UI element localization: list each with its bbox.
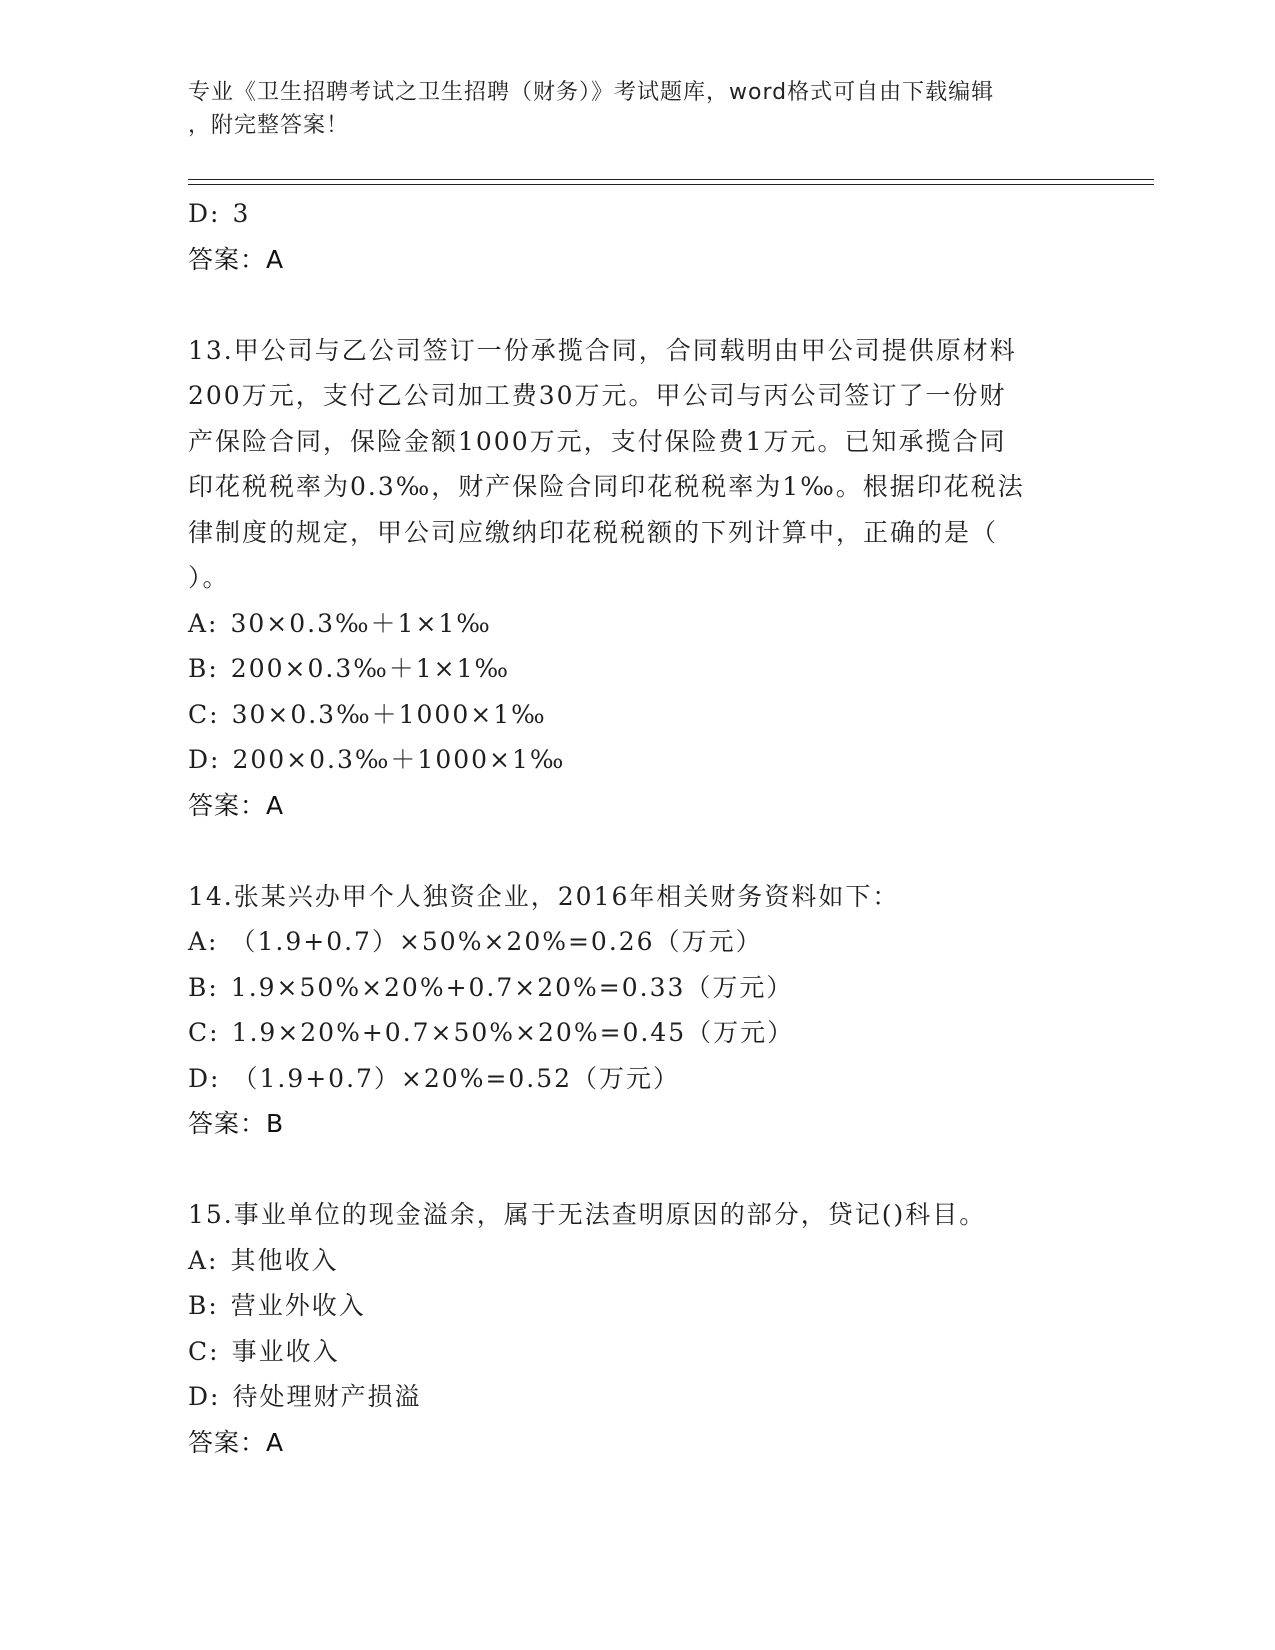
option-label: A: bbox=[188, 1245, 219, 1275]
question-stem-line: 13.甲公司与乙公司签订一份承揽合同，合同载明由甲公司提供原材料 bbox=[188, 335, 1017, 365]
option-a bbox=[188, 919, 1088, 965]
option-text: （1.9+0.7）×20%=0.52（万元） bbox=[232, 1063, 681, 1093]
option-b bbox=[188, 1283, 1088, 1329]
header-line-1: 专业《卫生招聘考试之卫生招聘（财务）》考试题库，word格式可自由下载编辑 bbox=[188, 80, 995, 105]
option-text: 营业外收入 bbox=[230, 1291, 366, 1320]
option-label: D: bbox=[188, 1063, 221, 1093]
option-label: B: bbox=[188, 654, 219, 683]
option-text: 200×0.3‰＋1000×1‰ bbox=[232, 745, 566, 774]
question-15 bbox=[188, 1192, 1088, 1465]
option-d bbox=[188, 1056, 1088, 1102]
header-line-2: ，附完整答案！ bbox=[188, 113, 350, 138]
prev-option-d bbox=[188, 191, 1088, 237]
question-14 bbox=[188, 874, 1088, 1147]
answer: 答案：B bbox=[188, 1109, 285, 1138]
header-rule-top bbox=[188, 179, 1154, 180]
option-label: A: bbox=[188, 608, 219, 638]
option-text: 待处理财产损溢 bbox=[232, 1382, 422, 1411]
option-text: 30×0.3‰＋1000×1‰ bbox=[231, 699, 547, 729]
question-13 bbox=[188, 328, 1088, 829]
option-d bbox=[188, 1374, 1088, 1420]
option-label: B: bbox=[188, 972, 219, 1002]
option-label: A: bbox=[188, 927, 219, 956]
question-content bbox=[188, 191, 1088, 1465]
option-label: C: bbox=[188, 699, 220, 729]
question-stem-line: ）。 bbox=[188, 563, 230, 592]
question-stem-line: 200万元，支付乙公司加工费30万元。甲公司与丙公司签订了一份财 bbox=[188, 381, 1007, 410]
option-text: 200×0.3‰＋1×1‰ bbox=[230, 654, 511, 683]
option-c bbox=[188, 1010, 1088, 1056]
option-c bbox=[188, 1329, 1088, 1375]
option-label: D: bbox=[188, 1382, 221, 1411]
option-b bbox=[188, 965, 1088, 1011]
question-stem-line: 产保险合同，保险金额1000万元，支付保险费1万元。已知承揽合同 bbox=[188, 426, 1007, 456]
option-c bbox=[188, 692, 1088, 738]
option-label: C: bbox=[188, 1018, 220, 1047]
option-label: B: bbox=[188, 1291, 219, 1320]
question-stem-line: 印花税税率为0.3‰，财产保险合同印花税税率为1‰。根据印花税法 bbox=[188, 472, 1025, 501]
header-rule-bottom bbox=[188, 184, 1154, 185]
option-text: 其他收入 bbox=[230, 1245, 339, 1275]
option-text: 1.9×20%+0.7×50%×20%=0.45（万元） bbox=[231, 1018, 795, 1047]
option-label: C: bbox=[188, 1336, 220, 1366]
option-a bbox=[188, 1238, 1088, 1284]
option-label: D: bbox=[188, 745, 221, 774]
option-text: 30×0.3‰＋1×1‰ bbox=[230, 608, 492, 638]
answer: 答案：A bbox=[188, 1427, 285, 1457]
option-text: 事业收入 bbox=[231, 1336, 340, 1366]
spacer bbox=[188, 1147, 1088, 1193]
option-text: （1.9+0.7）×50%×20%=0.26（万元） bbox=[230, 927, 763, 956]
document-header bbox=[188, 76, 1068, 142]
prev-answer: 答案：A bbox=[188, 244, 285, 274]
option-d bbox=[188, 737, 1088, 783]
question-stem-line: 律制度的规定，甲公司应缴纳印花税税额的下列计算中，正确的是（ bbox=[188, 517, 999, 547]
spacer bbox=[188, 828, 1088, 874]
option-text: 1.9×50%×20%+0.7×20%=0.33（万元） bbox=[230, 972, 794, 1002]
option-b bbox=[188, 646, 1088, 692]
spacer bbox=[188, 282, 1088, 328]
question-stem-line: 15.事业单位的现金溢余，属于无法查明原因的部分，贷记()科目。 bbox=[188, 1200, 987, 1229]
option-text: 3 bbox=[232, 199, 251, 228]
option-label: D: bbox=[188, 199, 221, 228]
answer: 答案：A bbox=[188, 790, 285, 820]
option-a bbox=[188, 601, 1088, 647]
question-stem-line: 14.张某兴办甲个人独资企业，2016年相关财务资料如下： bbox=[188, 881, 900, 911]
